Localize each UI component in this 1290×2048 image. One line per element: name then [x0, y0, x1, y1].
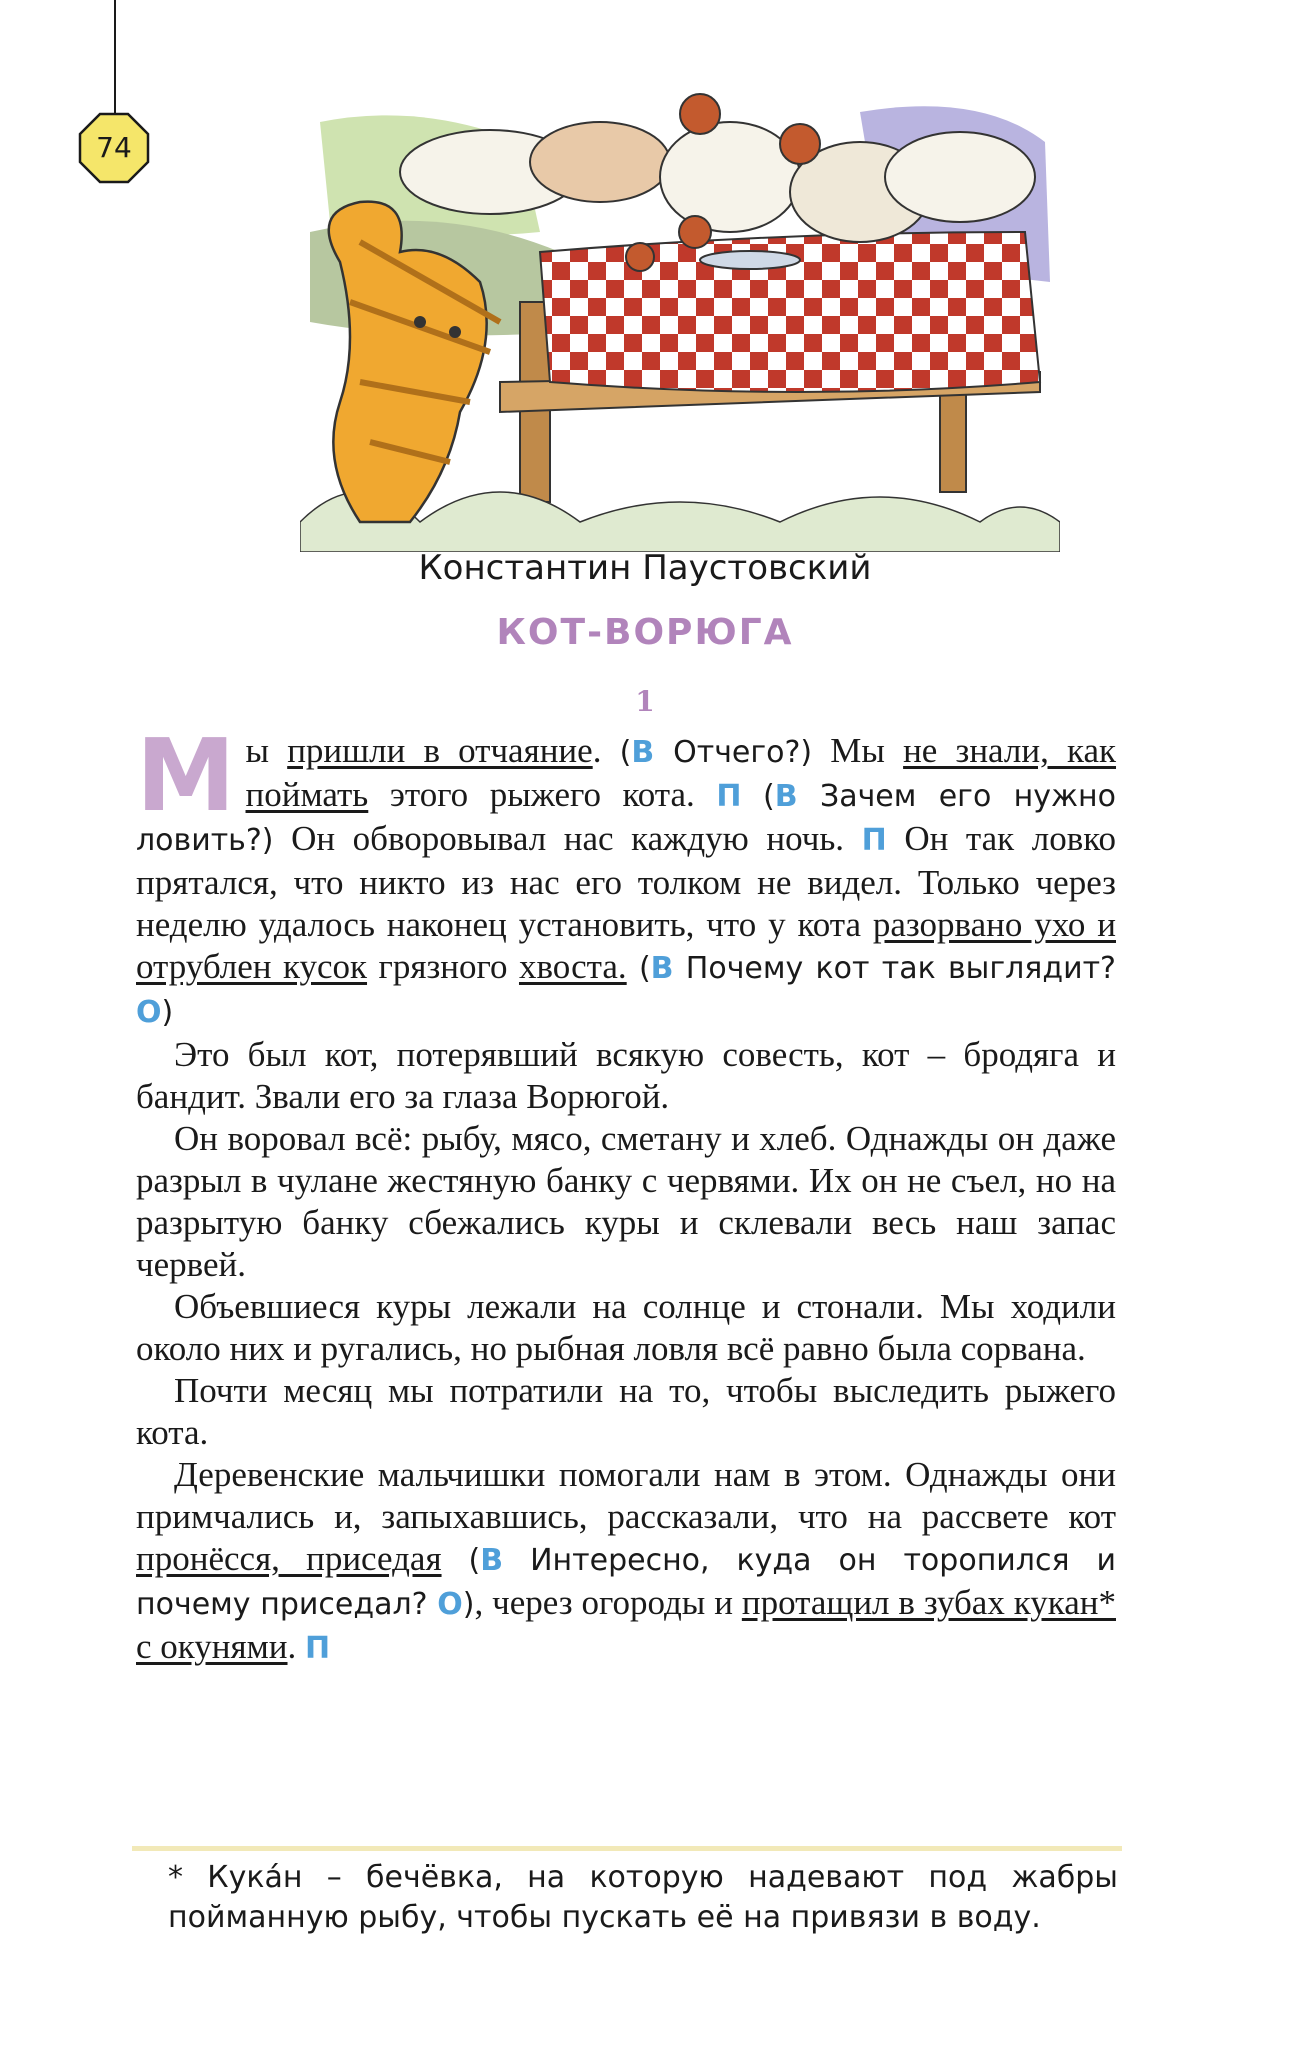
page-number: 74: [96, 131, 132, 164]
question-bracket: ): [462, 1587, 475, 1622]
underlined-phrase: пронёсся, приседая: [136, 1539, 442, 1578]
footnote-separator: [132, 1846, 1122, 1851]
underlined-phrase: не знали, как поймать: [245, 731, 1117, 814]
marker-p: П: [305, 1631, 331, 1666]
text-span: .: [287, 1627, 306, 1666]
text-span: Он так ловко прятался, что никто из нас его толком не видел. Только через неделю удалось наконец установить, что у кота: [136, 819, 1116, 944]
paragraph-3: Он воровал всё: рыбу, мясо, сметану и хлеб. Однажды он даже разрыл в чулане жестяную банку с червями. Их он не съел, но на разрытую банку сбежались куры и склевали весь наш запас червей.: [136, 1119, 1116, 1284]
paragraph-1: [136, 717, 1117, 1034]
text-span: Деревенские мальчишки помогали нам в этом. Однажды они примчались и, запыхавшись, рассказали, что на рассвете кот: [136, 1455, 1116, 1536]
chapter-number: 1: [635, 685, 655, 718]
text-span: ы: [245, 731, 288, 770]
drop-cap: М: [136, 717, 236, 834]
question-bracket: (: [441, 1543, 481, 1578]
author-name: Константин Паустовский: [418, 548, 872, 588]
cat-and-chickens-illustration-icon: [300, 82, 1060, 552]
paragraph-6: [136, 1454, 1116, 1670]
text-span: грязного: [367, 947, 519, 986]
text-span: этого рыжего кота.: [368, 775, 717, 814]
question-bracket: (: [626, 951, 651, 986]
margin-line: [114, 0, 116, 118]
underlined-phrase: пришли в отчаяние: [287, 731, 593, 770]
footnote: [168, 1858, 1118, 1938]
question-text: Отчего?): [654, 735, 813, 770]
marker-v: В: [650, 951, 674, 986]
question-bracket: (: [619, 735, 632, 770]
text-span: Он обворовывал нас каждую ночь.: [273, 819, 862, 858]
underlined-phrase: протащил в зубах кукан* с окунями: [136, 1583, 1116, 1666]
paragraph-4: Объевшиеся куры лежали на солнце и стонали. Мы ходили около них и ругались, но рыбная ловля всё равно была сорвана.: [136, 1287, 1116, 1368]
question-bracket: ): [161, 995, 174, 1030]
text-span: Мы: [812, 731, 904, 770]
marker-p: П: [861, 823, 887, 858]
paragraph-5: Почти месяц мы потратили на то, чтобы выследить рыжего кота.: [136, 1371, 1116, 1452]
question-text: Почему кот так выглядит?: [673, 951, 1116, 986]
text-span: , через огороды и: [474, 1583, 742, 1622]
marker-v: В: [480, 1543, 504, 1578]
marker-o: О: [437, 1587, 463, 1622]
question-bracket: (: [763, 779, 775, 814]
underlined-phrase: хвоста.: [518, 947, 627, 986]
marker-v: В: [631, 735, 655, 770]
underlined-phrase: разорвано ухо и отрублен кусок: [136, 905, 1116, 986]
marker-v: В: [774, 779, 798, 814]
text-span: .: [592, 731, 620, 770]
story-text: [136, 717, 1117, 1670]
marker-o: О: [136, 995, 162, 1030]
paragraph-2: Это был кот, потерявший всякую совесть, кот – бродяга и бандит. Звали его за глаза Ворюгой.: [136, 1035, 1116, 1116]
page-number-badge: [78, 112, 150, 184]
footnote-text: * Кука́н – бечёвка, на которую надевают под жабры пойманную рыбу, чтобы пускать её на привязи в воду.: [168, 1860, 1118, 1935]
story-title: КОТ-ВОРЮГА: [496, 612, 794, 653]
marker-p: П: [716, 779, 742, 814]
question-text: Зачем его нужно ловить?): [136, 779, 1117, 858]
question-text: Интересно, куда он торопился и почему приседал?: [136, 1543, 1116, 1622]
